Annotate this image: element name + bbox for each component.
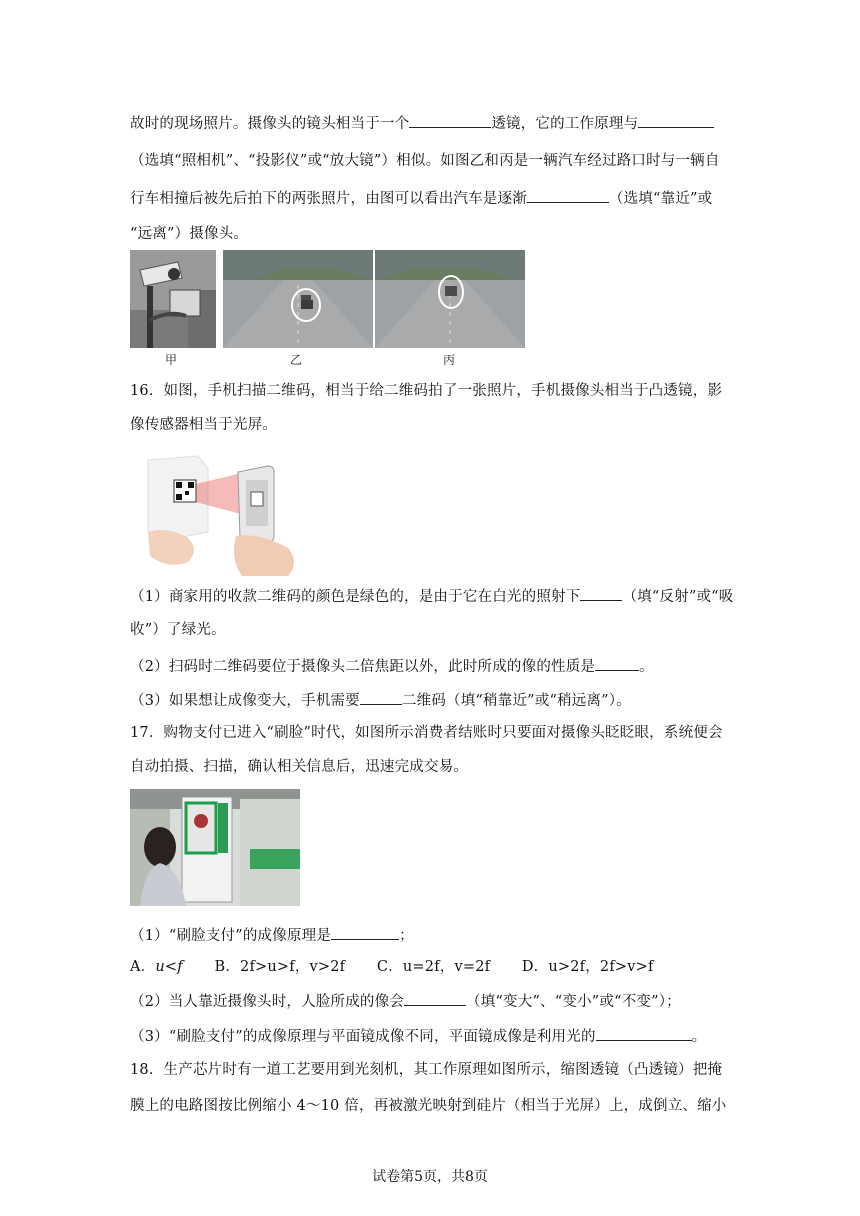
answer-blank[interactable] xyxy=(595,656,639,671)
option-b[interactable]: B．2f>u>f，v>2f xyxy=(214,959,346,975)
q17-line-1 xyxy=(130,723,723,743)
q17-part-3 xyxy=(130,1026,706,1047)
q16-text: （3）如果想让成像变大，手机需要 xyxy=(130,693,360,709)
q17-text: 自动拍摄、扫描，确认相关信息后，迅速完成交易。 xyxy=(130,759,469,775)
q17-options xyxy=(130,957,654,977)
q15-text: 行车相撞后被先后拍下的两张照片，由图可以看出汽车是逐渐 xyxy=(130,191,527,207)
q16-part-3 xyxy=(130,690,631,711)
q16-line-2 xyxy=(130,415,277,435)
q15-text: 故时的现场照片。摄像头的镜头相当于一个 xyxy=(130,116,410,132)
answer-blank[interactable] xyxy=(360,690,402,705)
page-footer: 试卷第5页，共8页 xyxy=(372,1169,488,1185)
q16-text: 像传感器相当于光屏。 xyxy=(130,417,277,433)
q17-line-2 xyxy=(130,757,468,777)
answer-blank[interactable] xyxy=(331,925,399,940)
traffic-photo-bing xyxy=(375,250,525,348)
q16-line-1 xyxy=(130,381,722,401)
answer-blank[interactable] xyxy=(638,113,714,128)
q15-line-2 xyxy=(130,151,720,171)
q17-text: （填“变大”、“变小”或“不变”）； xyxy=(466,994,681,1010)
q16-text: 16．如图，手机扫描二维码，相当于给二维码拍了一张照片，手机摄像头相当于凸透镜，影 xyxy=(130,383,723,399)
caption-jia: 甲 xyxy=(165,353,178,367)
q17-text: ； xyxy=(399,928,414,944)
answer-blank[interactable] xyxy=(404,991,466,1006)
surveillance-camera-image xyxy=(130,250,216,348)
q16-text: （填“反射”或“吸 xyxy=(622,589,734,605)
face-pay-image xyxy=(130,789,300,906)
q17-text: （3）“刷脸支付”的成像原理与平面镜成像不同，平面镜成像是利用光的 xyxy=(130,1029,596,1045)
answer-blank[interactable] xyxy=(580,586,622,601)
q16-text: （1）商家用的收款二维码的颜色是绿色的，是由于它在白光的照射下 xyxy=(130,589,581,605)
q15-text: 透镜，它的工作原理与 xyxy=(491,116,639,132)
q17-text: 。 xyxy=(691,1029,707,1045)
option-a[interactable] xyxy=(130,959,183,975)
q18-text: 18．生产芯片时有一道工艺要用到光刻机，其工作原理如图所示，缩图透镜（凸透镜）把掩 xyxy=(130,1062,723,1078)
q17-text: 17．购物支付已进入“刷脸”时代，如图所示消费者结账时只要面对摄像头眨眨眼，系统便会 xyxy=(130,725,723,741)
caption-yi: 乙 xyxy=(290,353,303,367)
q18-line-2 xyxy=(130,1096,727,1116)
option-a-text: u<f xyxy=(155,959,183,975)
option-c[interactable]: C．u=2f，v=2f xyxy=(376,959,491,975)
option-d[interactable]: D．u>2f，2f>v>f xyxy=(521,959,654,975)
qr-scan-image xyxy=(138,452,303,576)
traffic-photo-yi xyxy=(223,250,373,348)
answer-blank[interactable] xyxy=(527,188,609,203)
q17-text: （2）当人靠近摄像头时，人脸所成的像会 xyxy=(130,994,405,1010)
answer-blank[interactable] xyxy=(596,1026,692,1041)
q15-line-3 xyxy=(130,188,712,209)
q16-text: 。 xyxy=(639,659,654,675)
caption-bing: 丙 xyxy=(443,353,456,367)
q16-text: 二维码（填“稍靠近”或“稍远离”）。 xyxy=(401,693,631,709)
q15-text: （选填“照相机”、“投影仪”或“放大镜”）相似。如图乙和丙是一辆汽车经过路口时与一辆自 xyxy=(130,153,720,169)
q16-text: （2）扫码时二维码要位于摄像头二倍焦距以外，此时所成的像的性质是 xyxy=(130,659,596,675)
q16-part-1-cont xyxy=(130,620,226,640)
q18-line-1 xyxy=(130,1060,722,1080)
q15-line-1 xyxy=(130,113,714,134)
q18-text: 膜上的电路图按比例缩小 4～10 倍，再被激光映射到硅片（相当于光屏）上，成倒立、缩小 xyxy=(130,1098,727,1114)
q15-text: （选填“靠近”或 xyxy=(608,191,713,207)
option-a-label: A． xyxy=(130,959,156,975)
q16-part-2 xyxy=(130,656,654,677)
q17-part-2 xyxy=(130,991,681,1012)
q16-part-1 xyxy=(130,586,733,607)
answer-blank[interactable] xyxy=(409,113,491,128)
q17-part-1 xyxy=(130,925,414,946)
q15-text: “远离”）摄像头。 xyxy=(130,226,249,242)
q17-text: （1）“刷脸支付”的成像原理是 xyxy=(130,928,332,944)
q15-line-4 xyxy=(130,224,248,244)
q16-text: 收”）了绿光。 xyxy=(130,622,226,638)
